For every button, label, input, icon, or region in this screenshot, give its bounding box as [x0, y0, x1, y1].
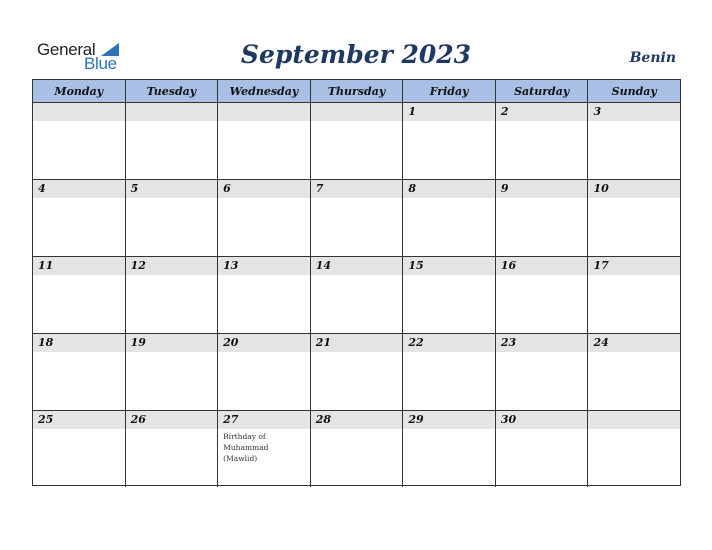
day-cell — [218, 334, 311, 410]
day-cell — [403, 334, 496, 410]
day-number: 14 — [315, 259, 332, 272]
day-header-bar — [403, 103, 495, 121]
day-number: 30 — [500, 413, 517, 426]
day-header-bar — [496, 103, 588, 121]
day-number: 24 — [593, 336, 609, 349]
day-header-bar — [33, 334, 125, 352]
day-header-bar — [403, 180, 495, 198]
day-cell — [126, 411, 219, 487]
day-header-bar — [33, 103, 125, 121]
day-header-bar — [496, 411, 588, 429]
day-number: 15 — [408, 259, 424, 272]
day-number: 13 — [223, 259, 239, 272]
day-cell — [496, 257, 589, 333]
day-cell — [403, 103, 496, 179]
country-label: Benin — [629, 50, 676, 66]
day-number: 28 — [315, 413, 332, 426]
weekday-header: Monday — [33, 80, 126, 102]
empty-day-cell — [311, 103, 404, 179]
day-number: 21 — [315, 336, 332, 349]
day-cell — [403, 180, 496, 256]
empty-day-cell — [218, 103, 311, 179]
day-number: 25 — [38, 413, 54, 426]
day-header-bar — [311, 180, 403, 198]
day-number: 2 — [500, 105, 509, 118]
day-header-bar — [33, 180, 125, 198]
day-header-bar — [218, 334, 310, 352]
day-number: 17 — [593, 259, 609, 272]
day-cell — [403, 411, 496, 487]
logo-general-text: General — [37, 40, 96, 59]
day-cell — [496, 180, 589, 256]
weekday-header: Friday — [403, 80, 496, 102]
day-header-bar — [218, 103, 310, 121]
day-number: 27 — [223, 413, 239, 426]
week-row — [33, 180, 680, 257]
day-number: 16 — [500, 259, 517, 272]
day-cell — [496, 103, 589, 179]
weekday-header: Tuesday — [126, 80, 219, 102]
day-header-bar — [311, 257, 403, 275]
day-header-bar — [33, 257, 125, 275]
day-header-bar — [218, 257, 310, 275]
day-cell — [33, 411, 126, 487]
day-number: 12 — [130, 259, 146, 272]
logo-blue-text: Blue — [84, 54, 117, 73]
day-header-bar — [33, 411, 125, 429]
day-header-bar — [126, 257, 218, 275]
weekday-header-row — [33, 80, 680, 103]
day-header-bar — [403, 334, 495, 352]
day-header-bar — [403, 411, 495, 429]
day-number: 6 — [223, 182, 231, 195]
day-header-bar — [588, 257, 680, 275]
day-cell — [218, 257, 311, 333]
day-cell — [496, 334, 589, 410]
empty-day-cell — [588, 411, 680, 487]
weekday-header: Sunday — [611, 85, 657, 98]
day-cell — [588, 180, 680, 256]
day-cell — [588, 334, 680, 410]
day-header-bar — [588, 334, 680, 352]
day-number: 4 — [38, 182, 46, 195]
day-cell — [403, 257, 496, 333]
day-cell — [311, 334, 404, 410]
day-header-bar — [496, 257, 588, 275]
weekday-header: Saturday — [496, 80, 589, 102]
day-header-bar — [311, 411, 403, 429]
day-cell — [311, 257, 404, 333]
day-cell — [311, 411, 404, 487]
day-cell — [218, 180, 311, 256]
day-number: 1 — [408, 105, 416, 118]
day-header-bar — [588, 180, 680, 198]
day-number: 20 — [223, 336, 239, 349]
day-number: 19 — [130, 336, 146, 349]
day-cell — [588, 103, 680, 179]
day-cell — [126, 180, 219, 256]
day-number: 5 — [130, 182, 139, 195]
weekday-header: Thursday — [311, 80, 404, 102]
page-title: September 2023 — [240, 40, 472, 69]
day-header-bar — [588, 103, 680, 121]
day-cell — [126, 334, 219, 410]
day-header-bar — [311, 103, 403, 121]
day-number: 18 — [38, 336, 54, 349]
day-header-bar — [588, 411, 680, 429]
day-cell — [311, 180, 404, 256]
day-header-bar — [403, 257, 495, 275]
day-cell — [33, 334, 126, 410]
day-header-bar — [218, 411, 310, 429]
empty-day-cell — [126, 103, 219, 179]
day-number: 7 — [315, 182, 324, 195]
day-cell — [218, 411, 311, 487]
holiday-label: Birthday of Muhammad (Mawlid) — [223, 432, 269, 463]
day-header-bar — [126, 411, 218, 429]
calendar-grid — [32, 79, 681, 486]
day-cell — [588, 257, 680, 333]
day-number: 9 — [500, 182, 509, 195]
week-row — [33, 103, 680, 180]
day-header-bar — [126, 103, 218, 121]
day-cell — [33, 180, 126, 256]
day-number: 29 — [408, 413, 424, 426]
day-header-bar — [218, 180, 310, 198]
weekday-header: Wednesday — [218, 80, 311, 102]
day-number: 26 — [130, 413, 146, 426]
day-header-bar — [126, 180, 218, 198]
day-number: 23 — [500, 336, 517, 349]
day-header-bar — [496, 334, 588, 352]
day-number: 3 — [593, 105, 602, 118]
week-row — [33, 411, 680, 487]
day-number: 22 — [408, 336, 424, 349]
day-header-bar — [311, 334, 403, 352]
day-cell — [126, 257, 219, 333]
day-cell — [33, 257, 126, 333]
empty-day-cell — [33, 103, 126, 179]
day-number: 11 — [38, 259, 54, 272]
day-header-bar — [126, 334, 218, 352]
day-number: 8 — [408, 182, 416, 195]
week-row — [33, 257, 680, 334]
day-cell — [496, 411, 589, 487]
week-row — [33, 334, 680, 411]
day-header-bar — [496, 180, 588, 198]
day-number: 10 — [593, 182, 609, 195]
